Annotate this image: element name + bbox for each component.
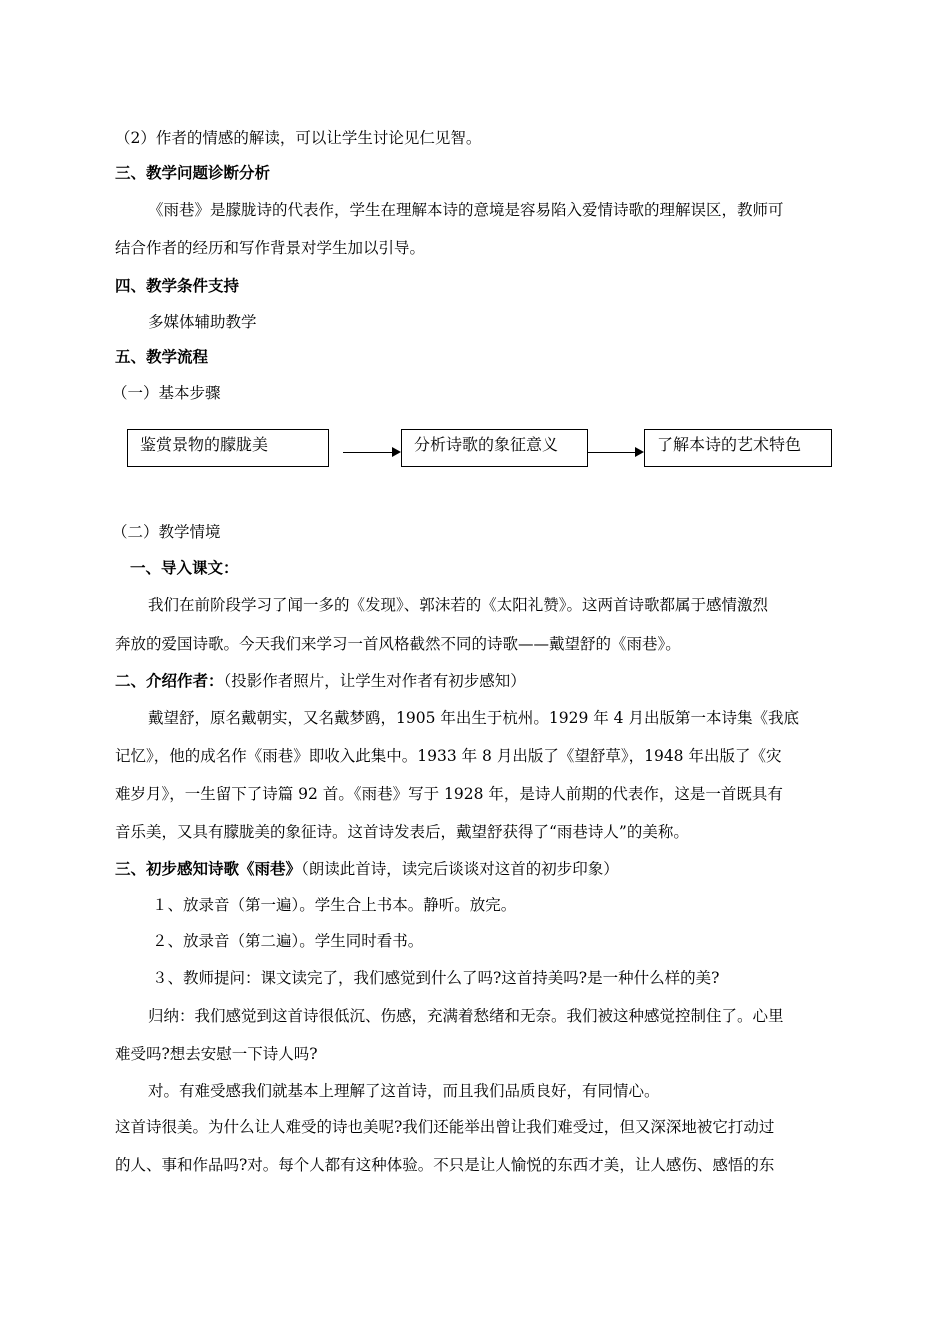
step-heading-3-note: （朗读此首诗，读完后谈谈对这首的初步印象） <box>301 860 619 878</box>
list-item: ３、教师提问：课文读完了，我们感觉到什么了吗?这首持美吗?是一种什么样的美? <box>152 969 720 987</box>
paragraph-line: 难岁月》，一生留下了诗篇 92 首。《雨巷》写于 1928 年，是诗人前期的代表作，这是一首既具有 <box>115 785 783 803</box>
paragraph-line: 《雨巷》是朦胧诗的代表作，学生在理解本诗的意境是容易陷入爱情诗歌的理解误区，教师可 <box>148 201 784 219</box>
paragraph-line: 奔放的爱国诗歌。今天我们来学习一首风格截然不同的诗歌——戴望舒的《雨巷》。 <box>115 635 681 653</box>
paragraph-line: 戴望舒，原名戴朝实，又名戴梦鸥，1905 年出生于杭州。1929 年 4 月出版第一本诗集《我底 <box>148 709 799 727</box>
paragraph-line: 记忆》，他的成名作《雨巷》即收入此集中。1933 年 8 月出版了《望舒草》，1948 年出版了《灾 <box>115 747 782 765</box>
subsection-heading: （一）基本步骤 <box>112 384 221 402</box>
step-heading-2 <box>115 671 840 691</box>
paragraph-line: 多媒体辅助教学 <box>148 313 257 331</box>
section-heading-3: 三、教学问题诊断分析 <box>115 163 271 182</box>
flow-step-1: 鉴赏景物的朦胧美 <box>127 429 329 467</box>
list-item: １、放录音（第一遍）。学生合上书本。静听。放完。 <box>152 896 517 914</box>
section-heading-4: 四、教学条件支持 <box>115 276 240 295</box>
paragraph-line: 这首诗很美。为什么让人难受的诗也美呢?我们还能举出曾让我们难受过，但又深深地被它打动过 <box>115 1118 775 1136</box>
paragraph-line: 归纳：我们感觉到这首诗很低沉、伤感，充满着愁绪和无奈。我们被这种感觉控制住了。心里 <box>148 1007 784 1025</box>
paragraph-line: 的人、事和作品吗?对。每个人都有这种体验。不只是让人愉悦的东西才美，让人感伤、感悟的东 <box>115 1156 775 1174</box>
step-heading-2-title: 二、介绍作者： <box>115 671 224 690</box>
subsection-heading: （二）教学情境 <box>112 523 221 541</box>
flow-arrow-1 <box>343 452 393 453</box>
arrow-head-icon <box>392 447 401 457</box>
arrow-head-icon <box>635 447 644 457</box>
section-heading-5: 五、教学流程 <box>115 347 209 366</box>
step-heading-3 <box>115 859 840 879</box>
step-heading-2-note: （投影作者照片，让学生对作者有初步感知） <box>223 672 526 690</box>
flow-step-3: 了解本诗的艺术特色 <box>644 429 832 467</box>
paragraph-line: 难受吗?想去安慰一下诗人吗? <box>115 1045 318 1063</box>
paragraph-line: 结合作者的经历和写作背景对学生加以引导。 <box>115 239 426 257</box>
flow-arrow-2 <box>588 452 636 453</box>
flow-step-2: 分析诗歌的象征意义 <box>401 429 588 467</box>
step-heading-1: 一、导入课文： <box>130 558 239 577</box>
paragraph-line: 对。有难受感我们就基本上理解了这首诗，而且我们品质良好，有同情心。 <box>148 1082 660 1100</box>
objective-item-2: （2）作者的情感的解读，可以让学生讨论见仁见智。 <box>115 129 482 147</box>
paragraph-line: 音乐美，又具有朦胧美的象征诗。这首诗发表后，戴望舒获得了“雨巷诗人”的美称。 <box>115 823 689 841</box>
paragraph-line: 我们在前阶段学习了闻一多的《发现》、郭沫若的《太阳礼赞》。这两首诗歌都属于感情激烈 <box>148 596 769 614</box>
list-item: ２、放录音（第二遍）。学生同时看书。 <box>152 932 424 950</box>
step-heading-3-title: 三、初步感知诗歌《雨巷》 <box>115 859 302 878</box>
